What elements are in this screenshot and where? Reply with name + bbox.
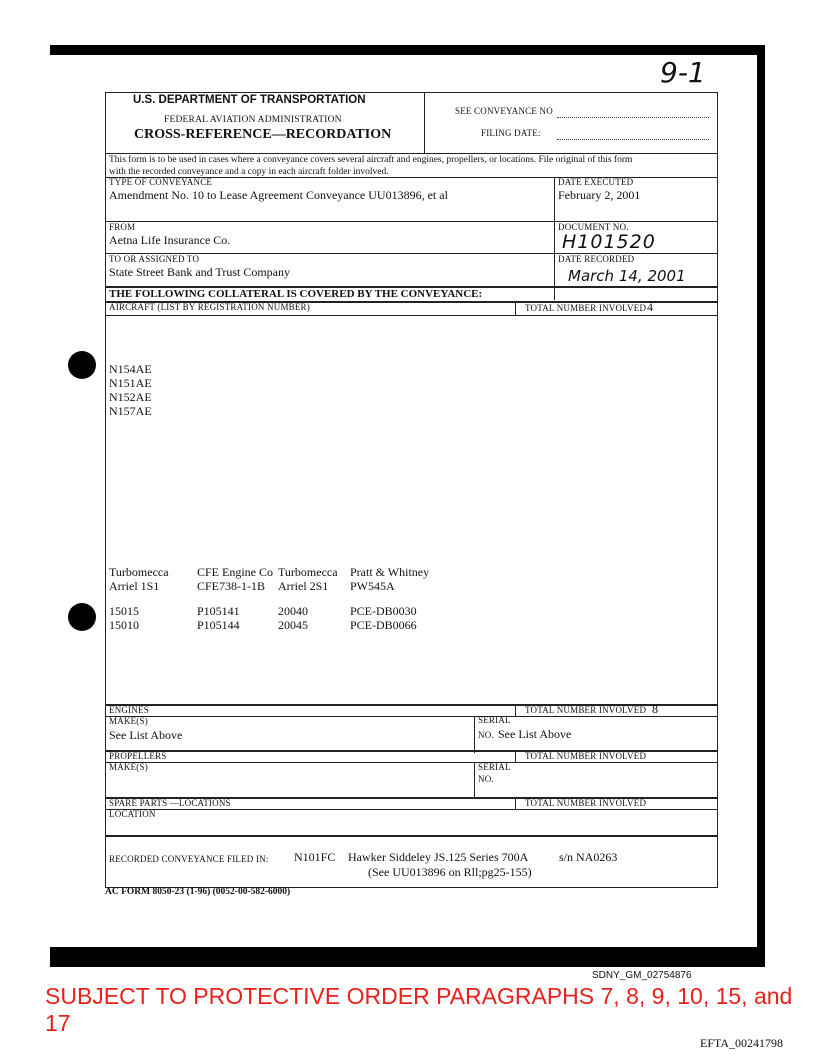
engines-total-label: TOTAL NUMBER INVOLVED [525, 705, 647, 715]
recorded-reference: (See UU013896 on Rll;pg25-155) [368, 865, 532, 879]
recorded-serial: s/n NA0263 [559, 850, 618, 864]
document-no-value: H101520 [562, 231, 656, 253]
engine-serial: 15010 [109, 618, 139, 632]
date-executed-value: February 2, 2001 [558, 188, 641, 202]
punch-hole-icon [68, 603, 96, 631]
department-title: U.S. DEPARTMENT OF TRANSPORTATION [133, 94, 366, 106]
recorded-conveyance-label: RECORDED CONVEYANCE FILED IN: [109, 854, 269, 864]
propellers-label: PROPELLERS [109, 751, 167, 761]
filing-date-label: FILING DATE: [481, 128, 541, 138]
cross-reference-form [105, 92, 718, 888]
to-label: TO OR ASSIGNED TO [109, 254, 200, 264]
filing-date-field[interactable] [557, 139, 709, 140]
date-recorded-value: March 14, 2001 [568, 267, 686, 285]
aircraft-total-label: TOTAL NUMBER INVOLVED [525, 303, 647, 313]
engine-model: PW545A [350, 579, 395, 593]
scan-border-right [757, 45, 765, 953]
engine-serial: P105141 [197, 604, 240, 618]
to-value: State Street Bank and Trust Company [109, 265, 290, 279]
scan-border-bottom [50, 947, 765, 967]
engine-makes-value: See List Above [109, 728, 183, 742]
spare-parts-label: SPARE PARTS —LOCATIONS [109, 798, 231, 808]
bates-id: SDNY_GM_02754876 [592, 970, 692, 981]
engine-make: Turbomecca [109, 565, 169, 579]
protective-order-notice: SUBJECT TO PROTECTIVE ORDER PARAGRAPHS 7, 8, 9, 10, 15, and 17 [45, 983, 793, 1036]
recorded-aircraft: Hawker Siddeley JS.125 Series 700A [348, 850, 529, 864]
location-label: LOCATION [109, 809, 156, 819]
engine-serial-label: SERIAL [478, 715, 511, 725]
engine-makes-label: MAKE(S) [109, 716, 148, 726]
efta-id: EFTA_00241798 [700, 1036, 784, 1050]
engine-model: Arriel 2S1 [278, 579, 329, 593]
engine-model: Arriel 1S1 [109, 579, 160, 593]
aircraft-item: N154AE [109, 362, 152, 376]
engine-serial: PCE-DB0030 [350, 604, 417, 618]
engine-make: Pratt & Whitney [350, 565, 430, 579]
aircraft-item: N157AE [109, 404, 152, 418]
see-conveyance-field[interactable] [557, 117, 709, 118]
engine-make: CFE Engine Co [197, 565, 274, 579]
see-conveyance-label: SEE CONVEYANCE NO [455, 106, 553, 116]
type-of-conveyance-value: Amendment No. 10 to Lease Agreement Conveyance UU013896, et al [109, 188, 448, 202]
engine-serial-no-label: NO. [478, 730, 494, 740]
scan-border-top [50, 45, 765, 55]
engine-serial: PCE-DB0066 [350, 618, 417, 632]
engine-serial-value: See List Above [498, 727, 572, 741]
propeller-serial-no-label: NO. [478, 774, 494, 784]
date-recorded-label: DATE RECORDED [558, 254, 635, 264]
aircraft-item: N152AE [109, 390, 152, 404]
engine-serial: P105144 [197, 618, 240, 632]
engines-total-value: 8 [652, 702, 658, 716]
type-of-conveyance-label: TYPE OF CONVEYANCE [109, 177, 213, 187]
aircraft-label: AIRCRAFT (LIST BY REGISTRATION NUMBER) [109, 302, 310, 312]
handwritten-page-number: 9-1 [660, 56, 706, 89]
instructions-line-1: This form is to be used in cases where a conveyance covers several aircraft and engines, propellers, or locations. File original of this form [109, 155, 633, 165]
date-executed-label: DATE EXECUTED [558, 177, 634, 187]
form-number: AC FORM 8050-23 (1-96) (0052-00-582-6000) [105, 887, 291, 897]
from-label: FROM [109, 222, 136, 232]
recorded-registration: N101FC [294, 850, 336, 864]
spare-parts-total-label: TOTAL NUMBER INVOLVED [525, 798, 647, 808]
propellers-total-label: TOTAL NUMBER INVOLVED [525, 751, 647, 761]
propeller-makes-label: MAKE(S) [109, 762, 148, 772]
form-title: CROSS-REFERENCE—RECORDATION [134, 127, 392, 142]
engine-serial: 20045 [278, 618, 308, 632]
from-value: Aetna Life Insurance Co. [109, 233, 231, 247]
aircraft-total-value: 4 [647, 300, 653, 314]
engine-model: CFE738-1-1B [197, 579, 266, 593]
engine-serial: 15015 [109, 604, 139, 618]
engine-serial: 20040 [278, 604, 308, 618]
instructions-line-2: with the recorded conveyance and a copy in each aircraft folder involved. [109, 167, 389, 177]
document-no-label: DOCUMENT NO. [558, 222, 629, 232]
engine-make: Turbomecca [278, 565, 338, 579]
aircraft-item: N151AE [109, 376, 152, 390]
engines-label: ENGINES [109, 705, 149, 715]
propeller-serial-label: SERIAL [478, 762, 511, 772]
collateral-heading: THE FOLLOWING COLLATERAL IS COVERED BY THE CONVEYANCE: [109, 288, 483, 300]
agency-title: FEDERAL AVIATION ADMINISTRATION [164, 115, 342, 125]
punch-hole-icon [68, 351, 96, 379]
